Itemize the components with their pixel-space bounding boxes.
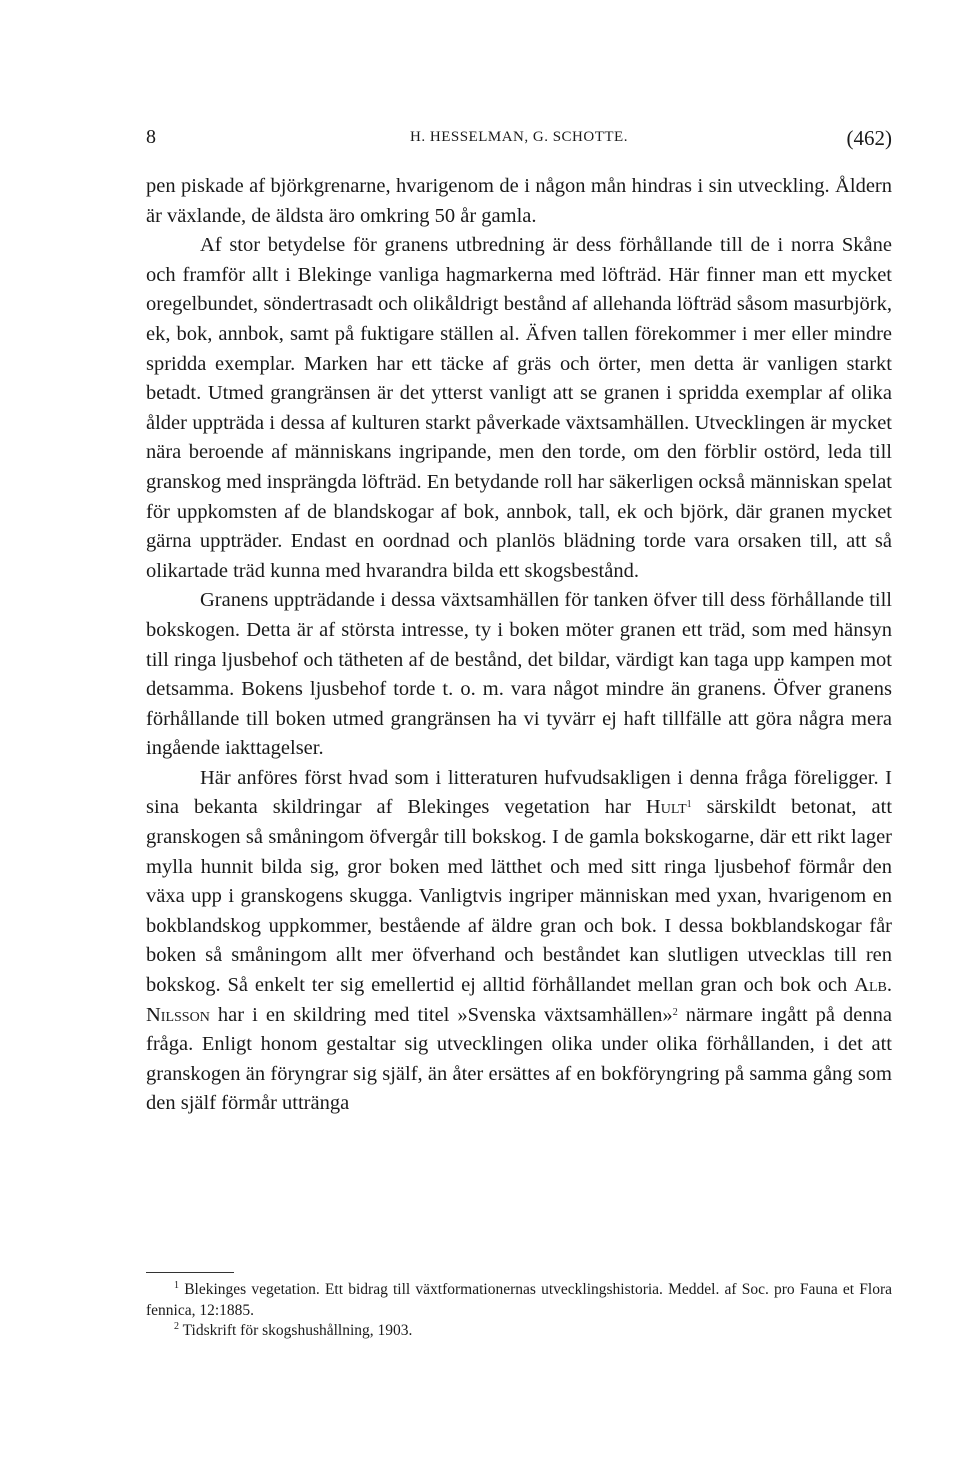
paragraph-4-text-1: Här anföres först hvad som i litteraturen hufvudsakligen i denna fråga föreligger. I sina bekanta skildringar af Blekinges vegetation har [146,766,892,819]
page [146,126,892,1119]
footnote-2-marker: 2 [174,1321,179,1332]
paragraph-4-text-2: särskildt betonat, att granskogen så småningom öfvergår till bokskog. I de gamla bokskogarne, där ett rikt lager mylla hunnit bilda sig, gror boken med lätthet och med sitt ringa ljusbehof förmår den växa upp i granskogens skugga. Vanligtvis ingriper människan med yxan, hvarigenom en bokblandskog uppkommer, bestående af äldre gran och bok. I dessa bokblandskogar får boken så småningom allt mer öfverhand och beståndet kan slutligen utvecklas till ren bokskog. Så enkelt ter sig emellertid ej alltid förhållandet mellan gran och bok och [146,796,893,997]
page-header [146,126,892,164]
body-text [146,172,892,1119]
paragraph-3: Granens uppträdande i dessa växtsamhällen för tanken öfver till dess förhållande till bokskogen. Detta är af största intresse, ty i boken möter granen ett träd, som med hänsyn till ringa ljusbehof och tätheten af de bestånd, det bildar, värdigt kan taga upp kampen mot detsamma. Bokens ljusbehof torde t. o. m. vara något mindre än granens. Öfver granens förhållande till boken utmed grangränsen ha vi tyvärr ej haft tillfälle att göra några mera ingående iakttagelser. [146,589,892,760]
author-name-hult: Hult [645,796,687,819]
footnotes [146,1280,892,1342]
footnote-ref-1[interactable]: 1 [686,799,692,811]
footnote-ref-2[interactable]: 2 [672,1006,678,1018]
paragraph-4 [146,764,892,1119]
footnote-1-text: Blekinges vegetation. Ett bidrag till växtformationernas utvecklingshistoria. Meddel. af Soc. pro Fauna et Flora fennica, 12:1885. [146,1281,892,1319]
page-number: 8 [146,126,156,148]
footnote-2 [146,1321,892,1342]
page-reference: (462) [846,126,892,150]
paragraph-2: Af stor betydelse för granens utbredning är dess förhållande till de i norra Skåne och framför allt i Blekinge vanliga hagmarkerna med löfträd. Här finner man ett mycket oregelbundet, söndertrasadt och olikåldrigt bestånd af allehanda löfträd såsom masurbjörk, ek, bok, annbok, samt på fuktigare ställen al. Äfven tallen förekommer i mer eller mindre spridda exemplar. Marken har ett täcke af gräs och örter, men detta är vanligen starkt betadt. Utmed grangränsen är det ytterst vanligt att se granen i spridda exemplar af olika ålder uppträda i dessa af kulturen starkt påverkade växtsamhällen. Utvecklingen är mycket nära beroende af människans ingripande, men den torde, om den förblir ostörd, leda till granskog med insprängda löfträd. En betydande roll har säkerligen också människan spelat för uppkomsten af de blandskogar af bok, annbok, tall, ek och björk, där granen mycket gärna uppträder. Endast en oordnad och planlös blädning torde vara orsaken till, att så olikartade träd kunna med hvarandra bilda ett skogsbestånd. [146,234,892,582]
footnote-2-text: Tidskrift för skogshushållning, 1903. [182,1322,413,1339]
paragraph-4-text-3: har i en skildring med titel »Svenska växtsamhällen» [217,1003,673,1026]
footnote-divider [146,1272,234,1273]
paragraph-1: pen piskade af björkgrenarne, hvarigenom de i någon mån hindras i sin utveckling. Åldern är växlande, de äldsta äro omkring 50 år gamla. [146,175,892,227]
author-name-nilsson: Alb. Nilsson [146,974,892,1026]
footnote-1-marker: 1 [174,1280,179,1291]
running-head: H. HESSELMAN, G. SCHOTTE. [410,129,628,145]
footnote-1 [146,1280,892,1321]
paragraph-4-text-4: närmare ingått på denna fråga. Enligt honom gestaltar sig utvecklingen olika under olika förhållanden, i det att granskogen än föryngrar sig själf, än åter ersättes af en bokföryngring på samma gång som den själf förmår uttränga [146,1003,892,1115]
